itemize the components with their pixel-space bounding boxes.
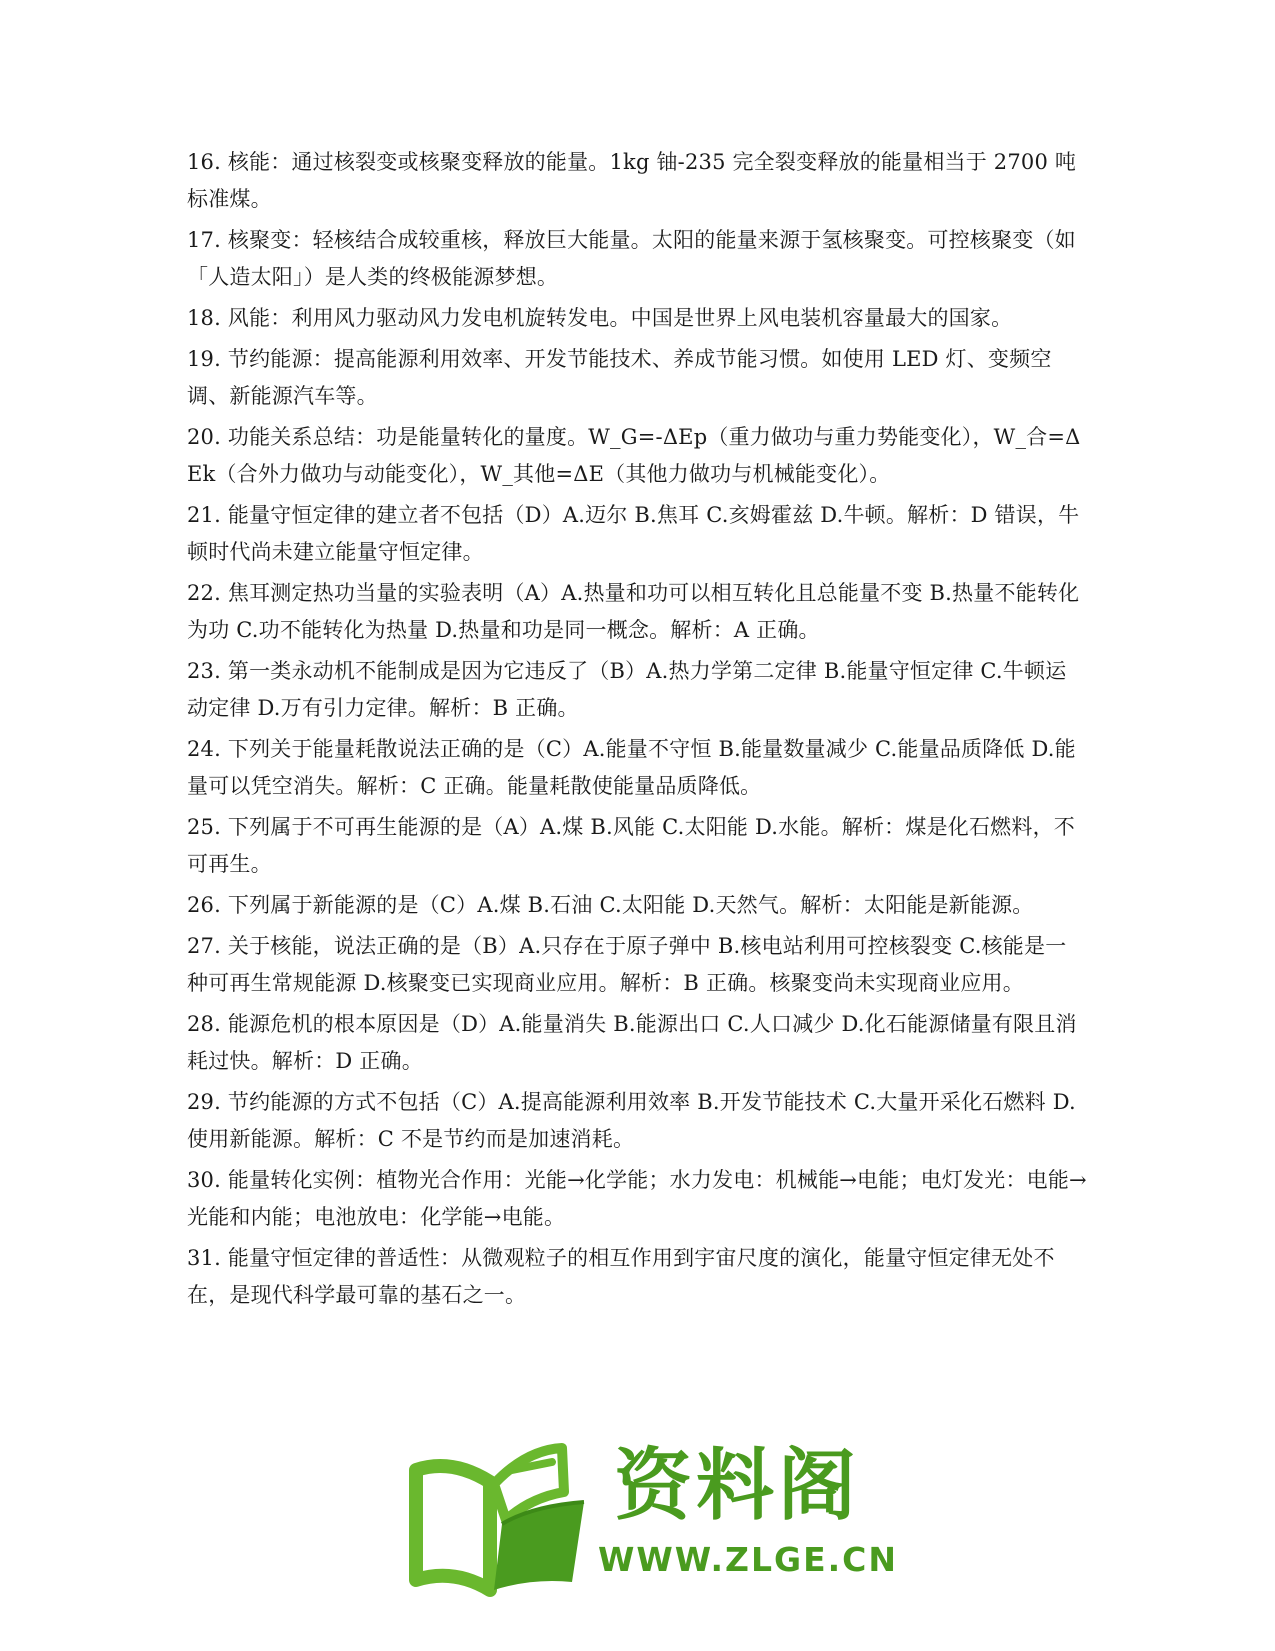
- paragraph-24: 24. 下列关于能量耗散说法正确的是（C）A.能量不守恒 B.能量数量减少 C.能量品质降低 D.能量可以凭空消失。解析：C 正确。能量耗散使能量品质降低。: [187, 737, 1076, 798]
- document-body: [187, 144, 1087, 1318]
- site-logo: [402, 1440, 899, 1600]
- paragraph-18: 18. 风能：利用风力驱动风力发电机旋转发电。中国是世界上风电装机容量最大的国家。: [187, 306, 1013, 330]
- paragraph-30: 30. 能量转化实例：植物光合作用：光能→化学能；水力发电：机械能→电能；电灯发光：电能→光能和内能；电池放电：化学能→电能。: [187, 1168, 1087, 1229]
- paragraph-21: 21. 能量守恒定律的建立者不包括（D）A.迈尔 B.焦耳 C.亥姆霍兹 D.牛顿。解析：D 错误，牛顿时代尚未建立能量守恒定律。: [187, 503, 1080, 564]
- paragraph-17: 17. 核聚变：轻核结合成较重核，释放巨大能量。太阳的能量来源于氢核聚变。可控核聚变（如「人造太阳」）是人类的终极能源梦想。: [187, 228, 1076, 289]
- paragraph-22: 22. 焦耳测定热功当量的实验表明（A）A.热量和功可以相互转化且总能量不变 B.热量不能转化为功 C.功不能转化为热量 D.热量和功是同一概念。解析：A 正确。: [187, 581, 1080, 642]
- paragraph-28: 28. 能源危机的根本原因是（D）A.能量消失 B.能源出口 C.人口减少 D.化石能源储量有限且消耗过快。解析：D 正确。: [187, 1012, 1077, 1073]
- paragraph-26: 26. 下列属于新能源的是（C）A.煤 B.石油 C.太阳能 D.天然气。解析：太阳能是新能源。: [187, 893, 1034, 917]
- paragraph-31: 31. 能量守恒定律的普适性：从微观粒子的相互作用到宇宙尺度的演化，能量守恒定律无处不在，是现代科学最可靠的基石之一。: [187, 1246, 1055, 1307]
- paragraph-25: 25. 下列属于不可再生能源的是（A）A.煤 B.风能 C.太阳能 D.水能。解析：煤是化石燃料，不可再生。: [187, 815, 1075, 876]
- open-book-icon: [402, 1440, 592, 1600]
- paragraph-27: 27. 关于核能，说法正确的是（B）A.只存在于原子弹中 B.核电站利用可控核裂变 C.核能是一种可再生常规能源 D.核聚变已实现商业应用。解析：B 正确。核聚变尚未实现商业应用。: [187, 934, 1067, 995]
- paragraph-19: 19. 节约能源：提高能源利用效率、开发节能技术、养成节能习惯。如使用 LED 灯、变频空调、新能源汽车等。: [187, 347, 1052, 408]
- paragraph-16: 16. 核能：通过核裂变或核聚变释放的能量。1kg 铀-235 完全裂变释放的能量相当于 2700 吨标准煤。: [187, 150, 1077, 211]
- paragraph-23: 23. 第一类永动机不能制成是因为它违反了（B）A.热力学第二定律 B.能量守恒定律 C.牛顿运动定律 D.万有引力定律。解析：B 正确。: [187, 659, 1067, 720]
- paragraph-29: 29. 节约能源的方式不包括（C）A.提高能源利用效率 B.开发节能技术 C.大量开采化石燃料 D.使用新能源。解析：C 不是节约而是加速消耗。: [187, 1090, 1076, 1151]
- paragraph-20: 20. 功能关系总结：功是能量转化的量度。W_G=-ΔEp（重力做功与重力势能变化），W_合=ΔEk（合外力做功与动能变化），W_其他=ΔE（其他力做功与机械能变化）。: [187, 425, 1081, 486]
- logo-url: WWW.ZLGE.CN: [598, 1540, 899, 1579]
- logo-title: 资料阁: [614, 1441, 861, 1531]
